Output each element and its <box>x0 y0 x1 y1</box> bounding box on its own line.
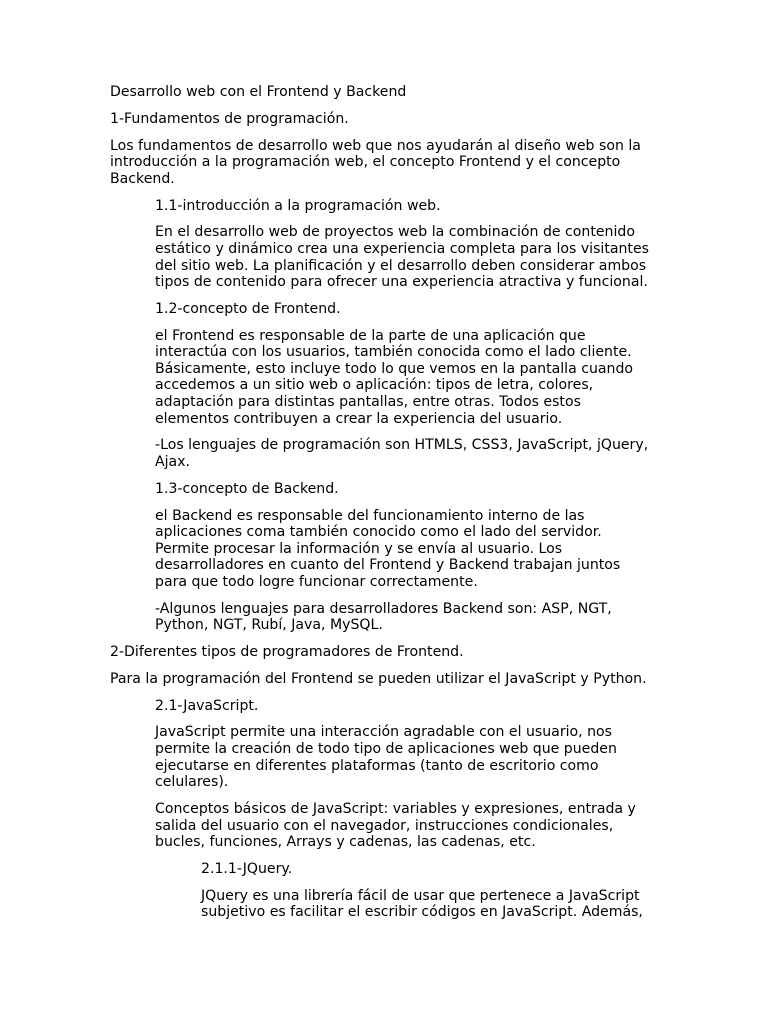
subsection-heading-2-1: 2.1-JavaScript. <box>155 697 259 714</box>
subsection-heading-1-1: 1.1-introducción a la programación web. <box>155 197 441 214</box>
paragraph-1-3: el Backend es responsable del funcionamiento interno de las aplicaciones coma también conocido como el lado del servidor. Permite procesar la información y se envía al usuario. Los desarrolladores en cuanto del Frontend y Backend trabajan juntos para que todo logre funcionar correctamente. <box>155 507 621 590</box>
section-heading-2: 2-Diferentes tipos de programadores de Frontend. <box>110 644 464 661</box>
paragraph-1-1: En el desarrollo web de proyectos web la combinación de contenido estático y dinámico crea una experiencia completa para los visitantes del sitio web. La planificación y el desarrollo deben considerar ambos tipos de contenido para ofrecer una experiencia atractiva y funcional. <box>155 224 649 291</box>
subsection-heading-1-2: 1.2-concepto de Frontend. <box>155 300 341 317</box>
document-page <box>110 84 660 931</box>
subsection-heading-2-1-1: 2.1.1-JQuery. <box>201 860 293 877</box>
paragraph-2-1: JavaScript permite una interacción agradable con el usuario, nos permite la creación de todo tipo de aplicaciones web que pueden ejecutarse en diferentes plataformas (tanto de escritorio como celulares). <box>155 724 617 791</box>
paragraph-1-3-languages: -Algunos lenguajes para desarrolladores Backend son: ASP, NGT, Python, NGT, Rubí, Java, MySQL. <box>155 600 612 634</box>
section-heading-1: 1-Fundamentos de programación. <box>110 110 349 127</box>
document-title: Desarrollo web con el Frontend y Backend <box>110 84 407 100</box>
subsection-heading-1-3: 1.3-concepto de Backend. <box>155 480 339 497</box>
paragraph-2: Para la programación del Frontend se pueden utilizar el JavaScript y Python. <box>110 670 647 687</box>
paragraph-intro: Los fundamentos de desarrollo web que nos ayudarán al diseño web son la introducción a la programación web, el concepto Frontend y el concepto Backend. <box>110 137 641 187</box>
paragraph-1-2: el Frontend es responsable de la parte de una aplicación que interactúa con los usuarios, también conocida como el lado cliente. Básicamente, esto incluye todo lo que vemos en la pantalla cuando accedemos a un sitio web o aplicación: tipos de letra, colores, adaptación para distintas pantallas, entre otras. Todos estos elementos contribuyen a crear la experiencia del usuario. <box>155 327 634 427</box>
paragraph-1-2-languages: -Los lenguajes de programación son HTMLS, CSS3, JavaScript, jQuery, Ajax. <box>155 437 649 470</box>
paragraph-2-1-concepts: Conceptos básicos de JavaScript: variables y expresiones, entrada y salida del usuario con el navegador, instrucciones condicionales, bucles, funciones, Arrays y cadenas, las cadenas, etc. <box>155 801 636 851</box>
paragraph-2-1-1: JQuery es una librería fácil de usar que pertenece a JavaScript subjetivo es facilitar el escribir códigos en JavaScript. Además, <box>201 887 643 921</box>
